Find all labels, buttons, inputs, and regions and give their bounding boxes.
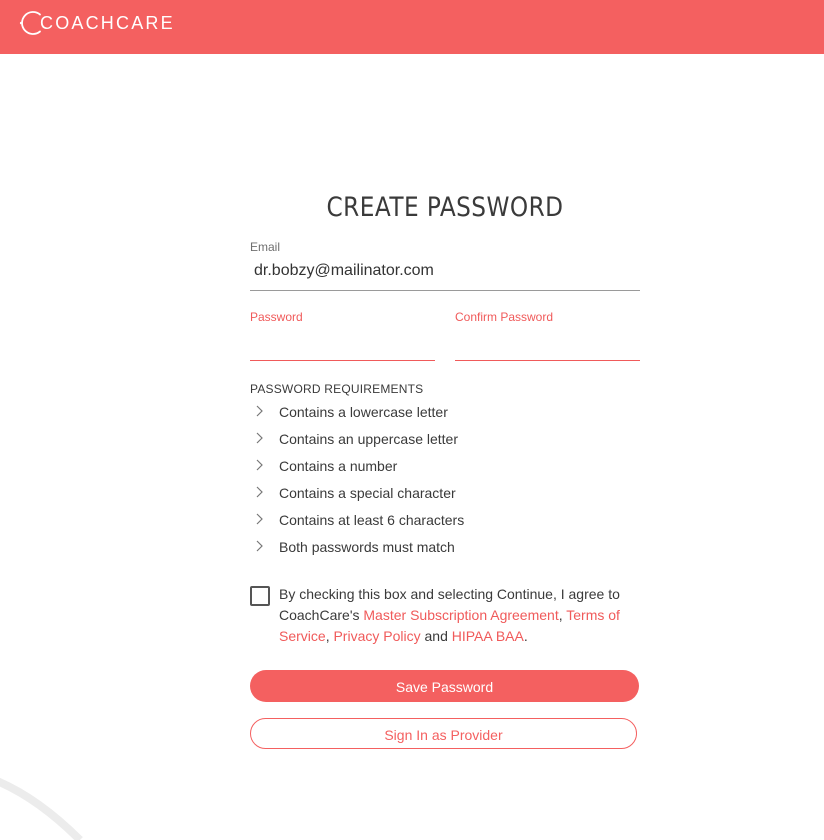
chevron-right-icon — [255, 486, 265, 498]
requirement-uppercase — [250, 429, 640, 449]
password-label: Password — [250, 310, 303, 324]
brand-name: COACHCARE — [40, 13, 175, 33]
chevron-right-icon — [255, 405, 265, 417]
agreement-checkbox[interactable] — [250, 586, 270, 606]
confirm-password-underline — [455, 360, 640, 361]
confirm-password-input[interactable] — [455, 328, 640, 358]
requirement-special — [250, 483, 640, 503]
chevron-right-icon — [255, 513, 265, 525]
requirement-text: Contains a lowercase letter — [279, 404, 448, 420]
hipaa-baa-link[interactable]: HIPAA BAA — [451, 628, 524, 644]
app-header — [0, 0, 824, 54]
background-decoration-icon — [0, 760, 100, 840]
page-title: CREATE PASSWORD — [326, 192, 564, 223]
terms-of-service-link[interactable]: Terms of Service — [279, 607, 620, 644]
password-underline — [250, 360, 435, 361]
password-requirements-title: PASSWORD REQUIREMENTS — [250, 382, 424, 396]
agreement-prefix: By checking this box and selecting Continue, I agree to CoachCare's — [279, 586, 620, 623]
requirement-match — [250, 537, 640, 557]
requirement-text: Contains an uppercase letter — [279, 431, 458, 447]
sign-in-as-provider-button[interactable]: Sign In as Provider — [250, 718, 637, 749]
agreement-suffix: . — [523, 628, 528, 644]
privacy-policy-link[interactable]: Privacy Policy — [333, 628, 421, 644]
agreement-and: and — [420, 628, 452, 644]
email-field[interactable]: dr.bobzy@mailinator.com — [254, 262, 434, 279]
agreement-separator: , — [325, 628, 334, 644]
chevron-right-icon — [255, 432, 265, 444]
chevron-right-icon — [255, 459, 265, 471]
requirement-number — [250, 456, 640, 476]
agreement-text — [279, 584, 640, 647]
master-subscription-agreement-link[interactable]: Master Subscription Agreement — [363, 607, 559, 623]
confirm-password-label: Confirm Password — [455, 310, 554, 324]
email-underline — [250, 290, 640, 291]
email-label: Email — [250, 240, 281, 254]
chevron-right-icon — [255, 540, 265, 552]
requirement-text: Contains at least 6 characters — [279, 512, 465, 528]
requirement-text: Both passwords must match — [279, 539, 455, 555]
requirement-text: Contains a number — [279, 458, 398, 474]
agreement-separator: , — [558, 607, 567, 623]
coachcare-logo[interactable] — [18, 8, 175, 38]
requirement-length — [250, 510, 640, 530]
requirement-text: Contains a special character — [279, 485, 456, 501]
password-input[interactable] — [250, 328, 435, 358]
save-password-button[interactable]: Save Password — [250, 670, 639, 702]
requirement-lowercase — [250, 402, 640, 422]
